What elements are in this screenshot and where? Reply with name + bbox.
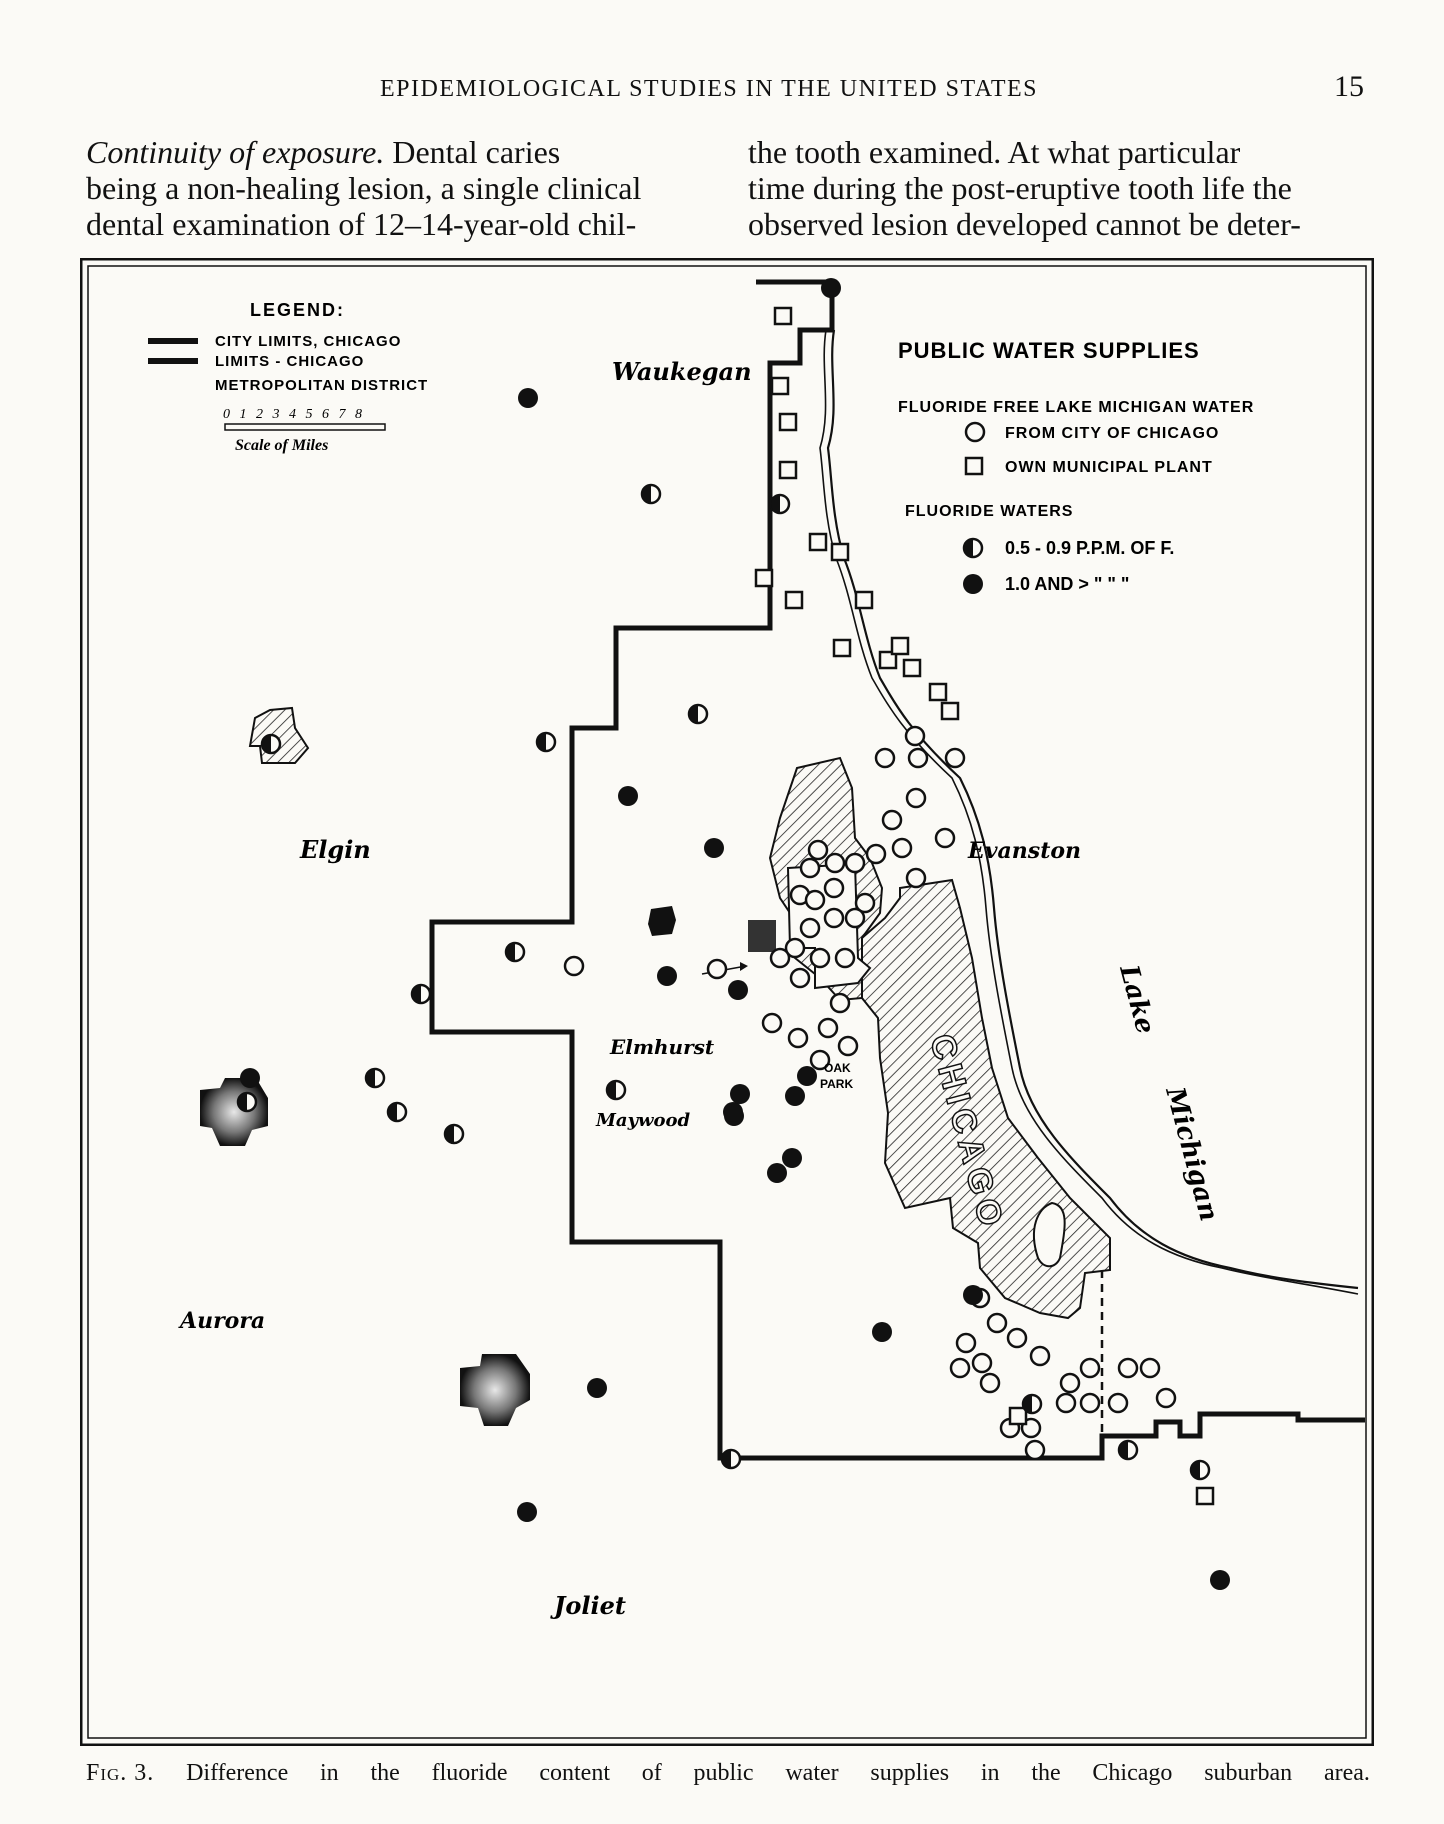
label-lake: Lake — [1113, 962, 1161, 1038]
run-in-heading: Continuity of exposure. — [86, 134, 385, 170]
map-border — [81, 259, 1373, 1745]
legend-white-circle-icon — [966, 423, 984, 441]
elgin-shape — [250, 708, 308, 763]
text-line — [86, 134, 710, 170]
page-header — [0, 70, 1444, 110]
legend-square-icon — [966, 458, 982, 474]
caption-word: content — [539, 1760, 610, 1786]
caption-word: the — [370, 1760, 400, 1786]
left-text-column — [86, 134, 710, 242]
caption-word: supplies — [870, 1760, 950, 1786]
maywood-arrowhead — [740, 962, 748, 971]
legend-title: LEGEND: — [250, 300, 345, 320]
caption-word: Difference — [186, 1760, 289, 1786]
caption-word: of — [641, 1760, 662, 1786]
text-line: time during the post-eruptive tooth life the — [748, 170, 1292, 206]
scale-numbers: 0 1 2 3 4 5 6 7 8 — [223, 407, 365, 422]
caption-word: in — [980, 1760, 1000, 1786]
caption-word: water — [785, 1760, 839, 1786]
label-joliet: Joliet — [554, 1591, 626, 1620]
text-line: observed lesion developed cannot be deter- — [748, 206, 1301, 242]
label-chicago: CHICAGO — [922, 1030, 1012, 1236]
half-filled-markers — [238, 485, 1209, 1479]
scale-bar — [225, 424, 385, 430]
map-canvas — [80, 258, 1374, 1746]
map-inner-border — [88, 266, 1366, 1738]
metro-district-boundary — [432, 282, 1365, 1458]
page-number: 15 — [1334, 70, 1364, 103]
label-aurora: Aurora — [180, 1308, 266, 1334]
running-head: EPIDEMIOLOGICAL STUDIES IN THE UNITED STATES — [380, 76, 1039, 102]
caption-word: suburban — [1204, 1760, 1293, 1786]
map-legend — [148, 300, 428, 454]
legend-fluoride-title: FLUORIDE WATERS — [905, 503, 1074, 520]
caption-word: Chicago — [1092, 1760, 1173, 1786]
caption-word: fluoride — [431, 1760, 508, 1786]
scale-label: Scale of Miles — [235, 437, 329, 454]
legend-own-plant: OWN MUNICIPAL PLANT — [1005, 459, 1213, 476]
supply-legend-title: PUBLIC WATER SUPPLIES — [898, 338, 1200, 363]
text-line: being a non-healing lesion, a single clinical — [86, 170, 642, 206]
water-supply-legend — [898, 338, 1254, 594]
city-limits-swatch — [148, 338, 198, 344]
legend-filled-circle-icon — [963, 574, 983, 594]
maywood-shape — [748, 920, 776, 952]
label-park: PARK — [820, 1077, 854, 1091]
label-elmhurst: Elmhurst — [610, 1035, 715, 1059]
caption-label: Fig. 3. — [86, 1760, 155, 1786]
legend-low-range: 0.5 - 0.9 P.P.M. OF F. — [1005, 538, 1175, 558]
supply-legend-subtitle: FLUORIDE FREE LAKE MICHIGAN WATER — [898, 399, 1255, 416]
text-line: the tooth examined. At what particular — [748, 134, 1241, 170]
legend-metro-limits-2: METROPOLITAN DISTRICT — [215, 377, 429, 394]
caption-word: area. — [1323, 1760, 1370, 1786]
text-run: Dental caries — [384, 134, 561, 170]
label-oak: OAK — [824, 1061, 851, 1075]
joliet-shape — [460, 1354, 530, 1426]
elmhurst-shape — [648, 906, 676, 936]
fluoride-map — [80, 258, 1374, 1746]
text-line: dental examination of 12–14-year-old chil- — [86, 206, 637, 242]
chicago-city-limits — [862, 880, 1110, 1318]
legend-city-limits: CITY LIMITS, CHICAGO — [215, 333, 402, 350]
aurora-shape — [200, 1078, 268, 1146]
caption-word: the — [1031, 1760, 1061, 1786]
right-text-column — [748, 134, 1370, 242]
white-circle-markers — [565, 727, 1175, 1459]
metro-limits-swatch — [148, 358, 198, 364]
caption-word: public — [693, 1760, 754, 1786]
oak-park-label — [820, 1061, 853, 1091]
figure-caption — [86, 1760, 1370, 1787]
legend-metro-limits-1: LIMITS - CHICAGO — [215, 353, 365, 370]
label-michigan: Michigan — [1159, 1084, 1224, 1225]
legend-from-chicago: FROM CITY OF CHICAGO — [1005, 425, 1220, 442]
label-evanston: Evanston — [968, 838, 1082, 864]
label-elgin: Elgin — [300, 835, 371, 864]
label-waukegan: Waukegan — [612, 357, 752, 386]
label-maywood: Maywood — [596, 1110, 691, 1131]
caption-word: in — [320, 1760, 339, 1786]
legend-high-range: 1.0 AND > " " " — [1005, 574, 1130, 594]
